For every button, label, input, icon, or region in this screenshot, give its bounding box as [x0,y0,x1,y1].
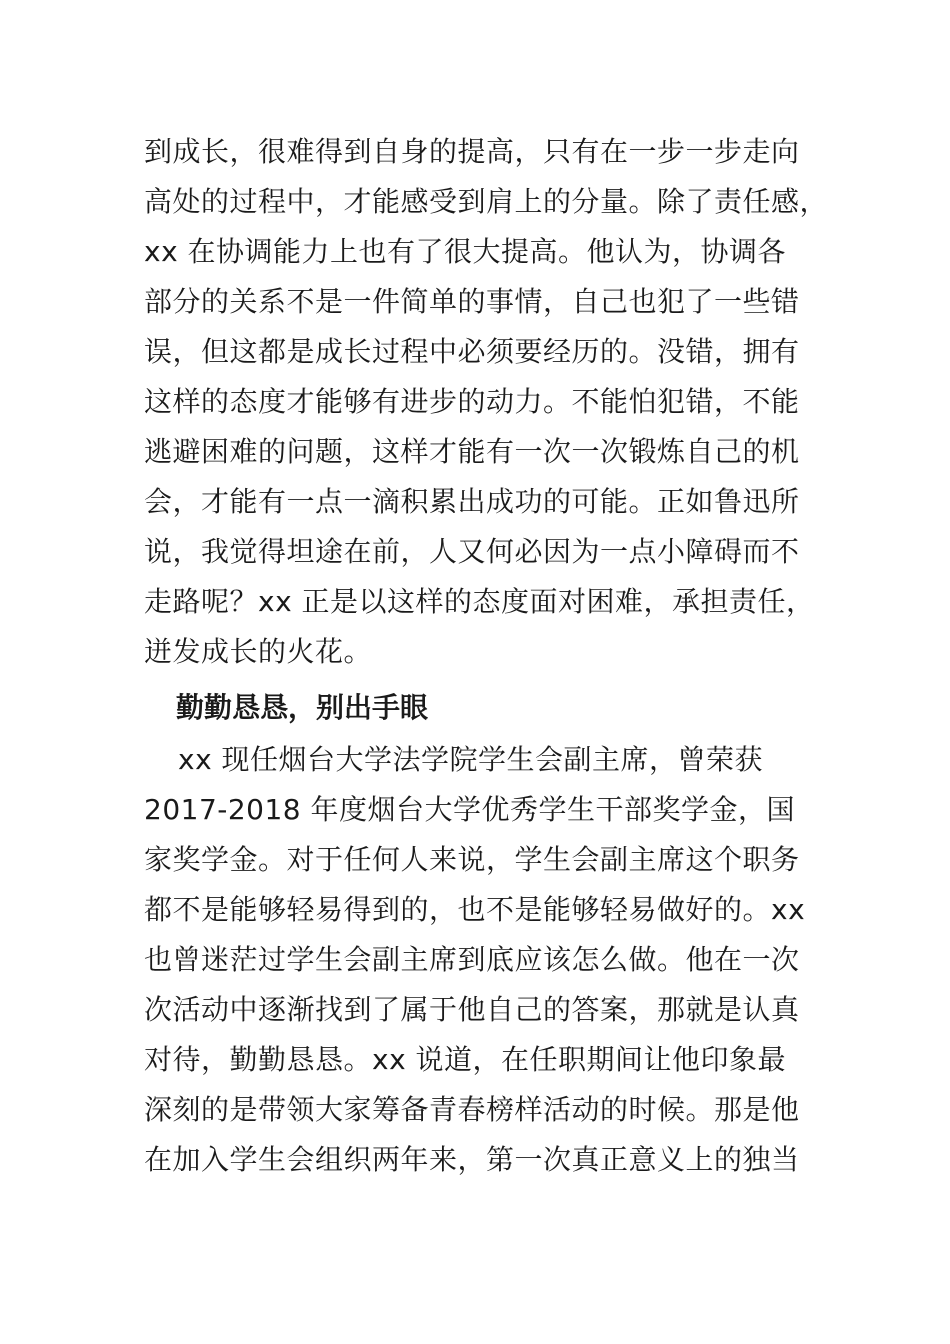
paragraph-2 [144,735,824,1185]
paragraph-2-line: 家奖学金。对于任何人来说，学生会副主席这个职务 [144,843,800,876]
paragraph-1-line: 这样的态度才能够有进步的动力。不能怕犯错，不能 [144,385,800,418]
paragraph-1 [144,127,829,677]
paragraph-2-line: 在加入学生会组织两年来，第一次真正意义上的独当 [144,1143,800,1176]
paragraph-2-line: 深刻的是带领大家筹备青春榜样活动的时候。那是他 [144,1093,800,1126]
paragraph-1-line: 误，但这都是成长过程中必须要经历的。没错，拥有 [144,335,800,368]
paragraph-1-line: 迸发成长的火花。 [144,635,373,668]
paragraph-2-line: 2017-2018 年度烟台大学优秀学生干部奖学金，国 [144,793,796,826]
paragraph-2-line: 也曾迷茫过学生会副主席到底应该怎么做。他在一次 [144,943,800,976]
paragraph-1-line: 高处的过程中，才能感受到肩上的分量。除了责任感， [144,185,829,218]
section-heading: 勤勤恳恳，别出手眼 [176,691,429,724]
paragraph-1-line: 走路呢？xx 正是以这样的态度面对困难，承担责任， [144,585,815,618]
paragraph-1-line: 逃避困难的问题，这样才能有一次一次锻炼自己的机 [144,435,800,468]
paragraph-1-line: xx 在协调能力上也有了很大提高。他认为，协调各 [144,235,787,268]
paragraph-2-line: 对待，勤勤恳恳。xx 说道，在任职期间让他印象最 [144,1043,787,1076]
paragraph-1-line: 会，才能有一点一滴积累出成功的可能。正如鲁迅所 [144,485,800,518]
paragraph-2-line: 次活动中逐渐找到了属于他自己的答案，那就是认真 [144,993,800,1026]
paragraph-2-line: 都不是能够轻易得到的，也不是能够轻易做好的。xx [144,893,806,926]
paragraph-1-line: 部分的关系不是一件简单的事情，自己也犯了一些错 [144,285,800,318]
paragraph-1-line: 说，我觉得坦途在前，人又何必因为一点小障碍而不 [144,535,800,568]
paragraph-1-line: 到成长，很难得到自身的提高，只有在一步一步走向 [144,135,800,168]
paragraph-2-line: xx 现任烟台大学法学院学生会副主席，曾荣获 [178,743,764,776]
